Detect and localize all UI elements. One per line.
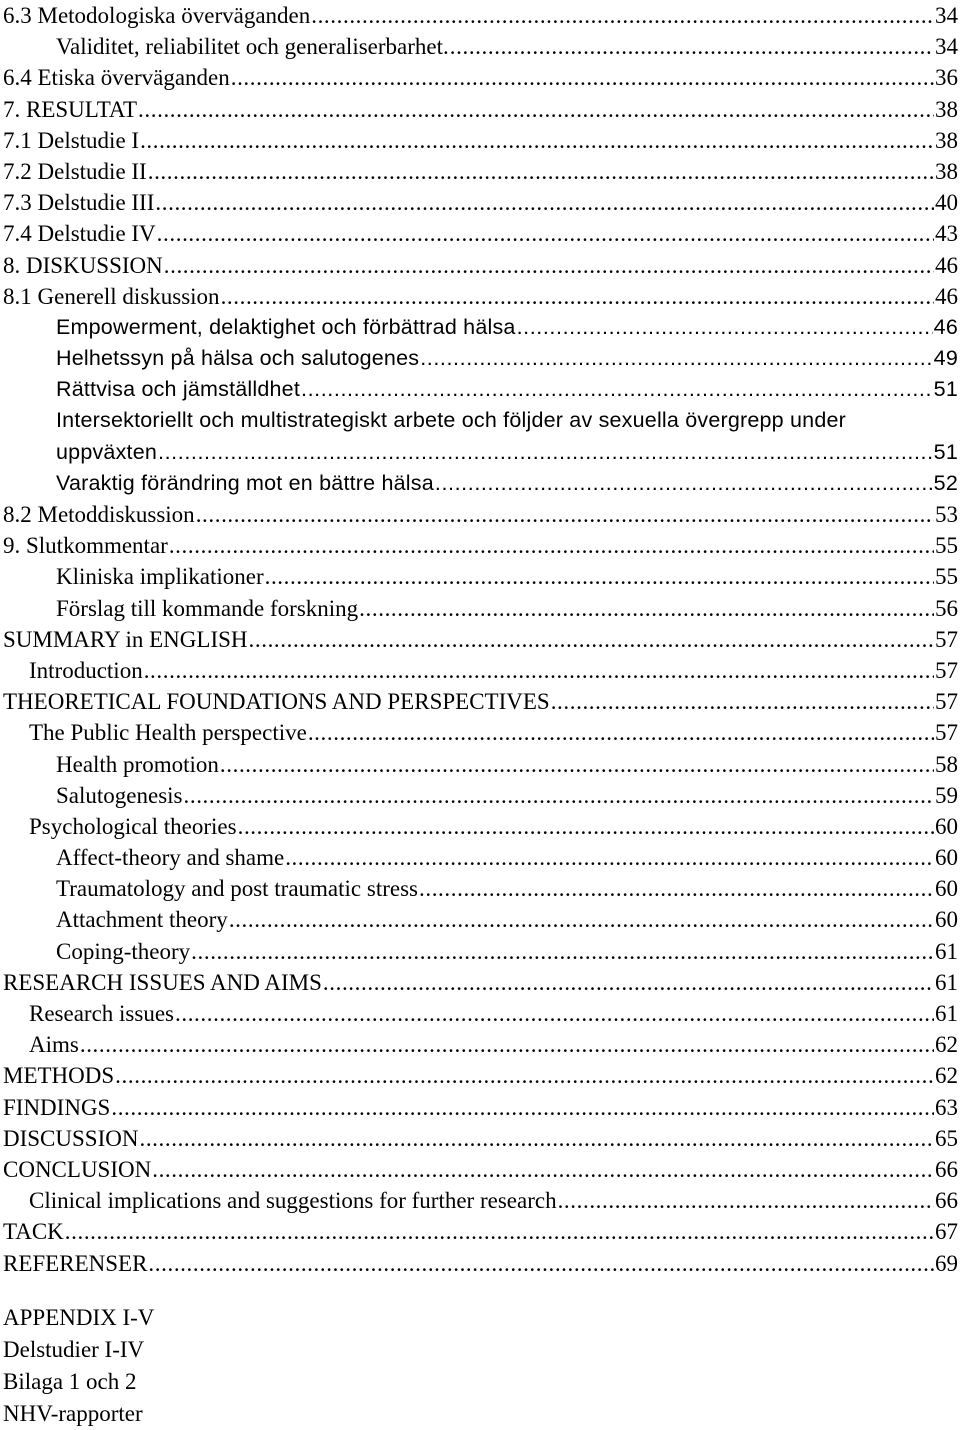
toc-entry-title: Salutogenesis xyxy=(56,782,183,808)
toc-entry-title: CONCLUSION xyxy=(3,1156,152,1182)
toc-entry[interactable] xyxy=(0,156,960,187)
toc-page-number: 60 xyxy=(935,813,958,839)
toc-entry[interactable] xyxy=(0,1216,960,1247)
toc-entry[interactable] xyxy=(0,967,960,998)
toc-page-number: 65 xyxy=(935,1125,958,1151)
toc-page-number: 67 xyxy=(935,1219,958,1245)
appendix-line: APPENDIX I-V xyxy=(3,1305,155,1330)
toc-entry[interactable] xyxy=(0,343,960,374)
toc-entry-title: 7.3 Delstudie III xyxy=(3,190,155,216)
toc-entry[interactable] xyxy=(0,1248,960,1279)
toc-entry-title: Attachment theory xyxy=(56,907,228,933)
toc-leader-dots xyxy=(139,1123,934,1154)
toc-entry-title: Aims xyxy=(29,1032,79,1058)
toc-leader-dots xyxy=(517,312,933,343)
toc-page-number: 51 xyxy=(933,439,958,464)
toc-entry-title: Affect-theory and shame xyxy=(56,845,285,871)
toc-page-number: 56 xyxy=(935,595,958,621)
toc-page-number: 66 xyxy=(935,1188,958,1214)
toc-leader-dots xyxy=(169,530,934,561)
toc-entry[interactable] xyxy=(0,655,960,686)
toc-leader-dots xyxy=(265,561,934,592)
toc-page-number: 40 xyxy=(935,190,958,216)
toc-entry-title: Introduction xyxy=(29,657,143,683)
toc-entry[interactable] xyxy=(0,842,960,873)
toc-entry-title: RESEARCH ISSUES AND AIMS xyxy=(3,969,322,995)
toc-entry-title: Coping-theory xyxy=(56,938,191,964)
toc-page-number: 60 xyxy=(935,907,958,933)
toc-entry[interactable] xyxy=(0,374,960,405)
toc-leader-dots xyxy=(158,437,933,468)
toc-entry-title: Intersektoriellt och multistrategiskt arbete och följder av sexuella övergrepp under xyxy=(56,408,847,433)
toc-entry[interactable] xyxy=(0,593,960,624)
toc-entry[interactable] xyxy=(0,1154,960,1185)
toc-entry[interactable] xyxy=(0,405,960,467)
toc-entry-title: 6.4 Etiska överväganden xyxy=(3,65,230,91)
toc-page-number: 57 xyxy=(935,657,958,683)
toc-entry[interactable] xyxy=(0,811,960,842)
toc-entry[interactable] xyxy=(0,686,960,717)
toc-leader-dots xyxy=(115,1060,934,1091)
appendix-line: NHV-rapporter xyxy=(3,1401,143,1426)
toc-page-number: 46 xyxy=(933,314,958,339)
toc-page-number: 62 xyxy=(935,1063,958,1089)
toc-entry-title: THEORETICAL FOUNDATIONS AND PERSPECTIVES xyxy=(3,689,550,715)
appendix-line: Delstudier I-IV xyxy=(3,1337,145,1362)
toc-leader-dots xyxy=(184,780,935,811)
toc-entry[interactable] xyxy=(0,468,960,499)
toc-page-number: 57 xyxy=(935,626,958,652)
toc-entry-title: The Public Health perspective xyxy=(29,720,307,746)
toc-entry-title: Health promotion xyxy=(56,751,219,777)
toc-page-number: 49 xyxy=(933,346,958,371)
toc-page-number: 66 xyxy=(935,1156,958,1182)
toc-entry[interactable] xyxy=(0,1029,960,1060)
toc-leader-dots xyxy=(164,250,934,281)
toc-entry-title: 9. Slutkommentar xyxy=(3,533,168,559)
toc-entry[interactable] xyxy=(0,998,960,1029)
toc-entry-title: Varaktig förändring mot en bättre hälsa xyxy=(56,470,434,495)
toc-page-number: 57 xyxy=(935,720,958,746)
toc-leader-dots xyxy=(155,187,934,218)
toc-leader-dots xyxy=(435,468,933,499)
toc-entry[interactable] xyxy=(0,904,960,935)
toc-entry-title: FINDINGS xyxy=(3,1094,111,1120)
toc-leader-dots xyxy=(157,218,934,249)
toc-page-number: 46 xyxy=(935,283,958,309)
toc-page-number: 36 xyxy=(935,65,958,91)
toc-entry[interactable] xyxy=(0,499,960,530)
toc-page-number: 53 xyxy=(935,502,958,528)
toc-entry[interactable] xyxy=(0,1060,960,1091)
toc-entry[interactable] xyxy=(0,1123,960,1154)
toc-entry-title: Förslag till kommande forskning xyxy=(56,595,359,621)
toc-leader-dots xyxy=(144,655,934,686)
toc-entry-title: 8.1 Generell diskussion xyxy=(3,283,220,309)
toc-page-number: 55 xyxy=(935,533,958,559)
appendix-line: Bilaga 1 och 2 xyxy=(3,1369,137,1394)
toc-leader-dots xyxy=(220,749,934,780)
toc-entry[interactable] xyxy=(0,717,960,748)
toc-entry-title: Kliniska implikationer xyxy=(56,564,264,590)
toc-entry[interactable] xyxy=(0,125,960,156)
toc-page-number: 57 xyxy=(935,689,958,715)
toc-page-number: 59 xyxy=(935,782,958,808)
toc-leader-dots xyxy=(80,1029,934,1060)
toc-entry[interactable] xyxy=(0,1092,960,1123)
toc-leader-dots xyxy=(148,1248,934,1279)
toc-leader-dots xyxy=(249,624,934,655)
toc-entry[interactable] xyxy=(0,250,960,281)
toc-entry[interactable] xyxy=(0,749,960,780)
toc-page-number: 38 xyxy=(935,158,958,184)
toc-entry-continuation: uppväxten xyxy=(56,439,158,464)
toc-entry[interactable] xyxy=(0,873,960,904)
toc-entry-title: TACK xyxy=(3,1219,64,1245)
toc-entry-title: 8.2 Metoddiskussion xyxy=(3,502,195,528)
toc-entry-title: Research issues xyxy=(29,1001,174,1027)
toc-page-number: 63 xyxy=(935,1094,958,1120)
toc-entry-title: Rättvisa och jämställdhet xyxy=(56,377,300,402)
appendix-list xyxy=(3,1302,154,1430)
toc-page-number: 58 xyxy=(935,751,958,777)
toc-leader-dots xyxy=(558,1185,934,1216)
toc-page-number: 62 xyxy=(935,1032,958,1058)
toc-entry-title: 8. DISKUSSION xyxy=(3,252,163,278)
toc-leader-dots xyxy=(301,374,933,405)
toc-entry[interactable] xyxy=(0,530,960,561)
toc-leader-dots xyxy=(175,998,934,1029)
toc-leader-dots xyxy=(196,499,934,530)
toc-page-number: 51 xyxy=(933,377,958,402)
toc-page-number: 43 xyxy=(935,221,958,247)
toc-entry[interactable] xyxy=(0,624,960,655)
toc-page-number: 38 xyxy=(935,96,958,122)
toc-entry-title: 6.3 Metodologiska överväganden xyxy=(3,3,311,28)
toc-entry-title: 7.4 Delstudie IV xyxy=(3,221,156,247)
toc-entry[interactable] xyxy=(0,780,960,811)
toc-entry[interactable] xyxy=(0,0,960,31)
toc-page-number: 34 xyxy=(935,3,958,28)
toc-entry-title: METHODS xyxy=(3,1063,115,1089)
toc-entry[interactable] xyxy=(0,62,960,93)
toc-entry-title: 7. RESULTAT xyxy=(3,96,138,122)
toc-page-number: 61 xyxy=(935,938,958,964)
toc-entry[interactable] xyxy=(0,94,960,125)
toc-entry-title: REFERENSER xyxy=(3,1250,148,1276)
toc-leader-dots xyxy=(419,873,934,904)
toc-entry[interactable] xyxy=(0,1185,960,1216)
toc-page-number: 61 xyxy=(935,1001,958,1027)
toc-leader-dots xyxy=(238,811,934,842)
toc-entry[interactable] xyxy=(0,312,960,343)
toc-leader-dots xyxy=(323,967,934,998)
toc-leader-dots xyxy=(111,1092,934,1123)
toc-entry-title: 7.2 Delstudie II xyxy=(3,158,147,184)
toc-entry[interactable] xyxy=(0,561,960,592)
toc-page-number: 46 xyxy=(935,252,958,278)
toc-page-number: 38 xyxy=(935,127,958,153)
toc-entry-title: SUMMARY in ENGLISH xyxy=(3,626,248,652)
toc-page-number: 52 xyxy=(933,470,958,495)
toc-entry[interactable] xyxy=(0,936,960,967)
toc-leader-dots xyxy=(359,593,934,624)
toc-entry[interactable] xyxy=(0,281,960,312)
toc-page-number: 34 xyxy=(935,34,958,60)
toc-leader-dots xyxy=(450,31,934,62)
toc-leader-dots xyxy=(231,62,934,93)
toc-leader-dots xyxy=(152,1154,934,1185)
toc-leader-dots xyxy=(148,156,934,187)
toc-leader-dots xyxy=(311,0,934,31)
toc-page-number: 60 xyxy=(935,845,958,871)
toc-entry-title: 7.1 Delstudie I xyxy=(3,127,140,153)
toc-leader-dots xyxy=(420,343,932,374)
toc-leader-dots xyxy=(308,717,934,748)
toc-leader-dots xyxy=(285,842,934,873)
toc-entry-title: Validitet, reliabilitet och generaliserbarhet. xyxy=(56,34,449,60)
toc-leader-dots xyxy=(229,904,934,935)
toc-leader-dots xyxy=(140,125,934,156)
toc-entry-title: Psychological theories xyxy=(29,813,237,839)
toc-entry[interactable] xyxy=(0,31,960,62)
toc-entry-title: Empowerment, delaktighet och förbättrad hälsa xyxy=(56,314,516,339)
toc-entry-title: DISCUSSION xyxy=(3,1125,139,1151)
toc-page-number: 55 xyxy=(935,564,958,590)
toc-page-number: 69 xyxy=(935,1250,958,1276)
toc-entry-title: Helhetssyn på hälsa och salutogenes xyxy=(56,346,420,371)
toc-leader-dots xyxy=(138,94,934,125)
toc-entry[interactable] xyxy=(0,218,960,249)
toc-leader-dots xyxy=(65,1216,934,1247)
toc-entry-title: Traumatology and post traumatic stress xyxy=(56,876,418,902)
toc-entry-title: Clinical implications and suggestions for further research xyxy=(29,1188,557,1214)
toc-page-number: 61 xyxy=(935,969,958,995)
toc-entry[interactable] xyxy=(0,187,960,218)
toc-page-number: 60 xyxy=(935,876,958,902)
toc-leader-dots xyxy=(191,936,934,967)
toc-leader-dots xyxy=(551,686,934,717)
toc-leader-dots xyxy=(221,281,934,312)
